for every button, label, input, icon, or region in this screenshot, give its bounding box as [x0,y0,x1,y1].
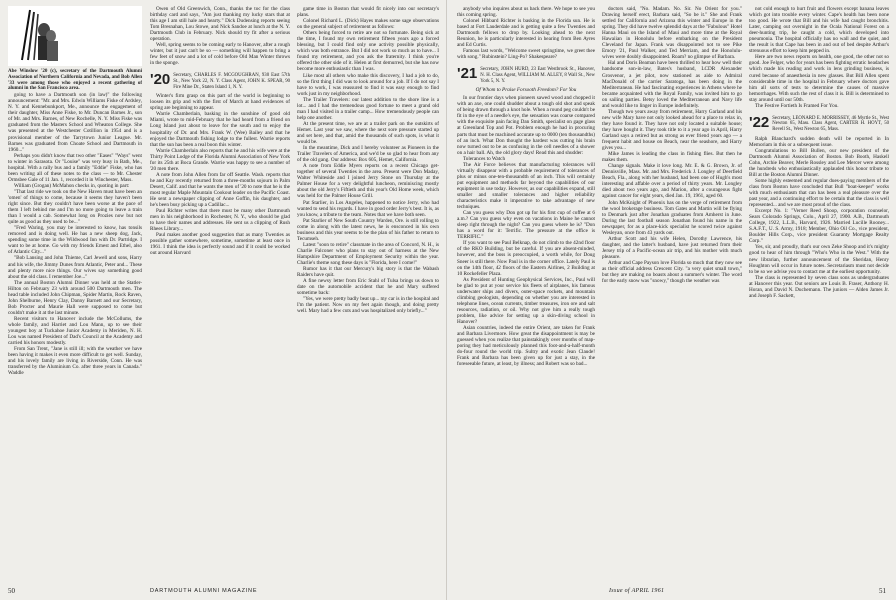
right-column-1 [457,6,595,580]
paragraph: "Fred Waring, you may be interested to know, has tonsils removed and is doing well. He has a new sheep dog, Jack, spending some time in the Wildwood Inn with Dr. Partridge. I want to be at home. Go with my friends Ernest and Ethel, also of Atlantic City..." [8,225,142,256]
paragraph: anybody who inquires about us back there. We hope to see you this coming spring. [457,6,595,19]
column-text-top [749,6,889,109]
paragraph: John McKnight of Phoenix has on the verge of retirement from the wool brokerage business. Tom Gates and Martin will be flying to Denmark just after Jonathan graduates from Amherst in June. During the last football season Jonathan found his name in the newspaper, for as a place-kick specialist he scored twice against Wesleyan, once from 43 yards out. [602,199,742,236]
left-column-3 [297,6,439,580]
paragraph: In the meantime, Dick and I hereby volunteer as Pioneers in the Trailer Travelers of America, and we'd be so glad to hear from any of the old gang. Our address: Box 605, Hemet, California. [297,145,439,164]
paragraph: Hal and Doris Beaman have been thrilled to hear how well their handsome son-in-law, Bates's husband, LCDR Alexander Grosvenor, a jet pilot, now stationed as aide to Admiral MacDonald of the carrier Saratoga, has been doing in the Mediterranean. He had fascinating experiences in Athens where he became acquainted with the Royal Family, was invited him to go on sailing parties. Betsy loved the Mediterranean and Navy life and would like to linger in Europe indefinitely. [602,60,742,109]
paragraph: Tolerances to Watch [463,155,506,162]
paragraph: A fine newsy letter from Eric Stahl of Tulsa brings us down to date on the automobile accident that he and Mary suffered sometime back: [297,278,439,297]
column-text [749,136,889,299]
paragraph: Well, spring seems to be coming early to Hanover, after a rough winter, but it just can't be so — something will happen to bring a few feet of snow and a lot of cold before Old Man Winter throws in the sponge. [150,42,290,67]
paragraph: not cold enough to hurt fruit and flowers except banana leaves which got into trouble every winter. Cape's health has been none too good. He wrote that Bill and his wife had caught bronchitis. Later, camping out overnight in the Ocala National Forest on a deer-hunting trip, he caught a cold, which developed into pneumonia. The hospital officially has no wall and the quiet, and the result is that Cape has been in and out of bed despite Arthur's strenuous effort to keep him pepped in. [749,6,889,55]
paragraph: Can you guess why Don got up for his first cup of coffee at 6 a.m.? Can you guess why even on vacations in Maine he cannot sleep right through the night? Can you guess where he is? "Don has a word for it: Terrific. The pressure at the office is TERRIFIC." [457,210,595,241]
paragraph: Arthur and Cape Payson love Florida so much that they now see as their official address Crescent City. "a very quiet small town," but they are making no boasts about a summer's winter. The word for the early snow was "snowy," though the weather was [602,259,742,285]
paragraph: Like most all others who make this discovery, I had a job to do, so the first thing I did was to look around for a job. If I do not say I have to work, I was reassured to find it was easy enough to find work just in my neighborhood. [297,72,439,97]
column-text-top [457,6,595,60]
paragraph: In our frontier days when pioneers sawed wood and chopped it with an axe, one could shudder about a tough old shot and speak of being drawn through a knot hole. When a round peg couldn't be fit in the eye of a needle's eye, the sensation was coarse compared with the exquisite pain facing Dan Smith, specialist on gage glass at Greenland Top and Pot. Problem enough he had in procuring parts that must be machined accurate up to 0000 (ten thousandths) of an inch. What Don thought the hardest was cutting his brain now turned out to be as confusing in the cell needles of a shower on a hair ball. Ah, the old glory days! Read this and shudder: [457,95,595,156]
paragraph: As President of Hunting Geophysical Services, Inc., Paul will be glad to put at your service his fleets of airplanes, his famous underwater ships and divers, outer-space rockets, and mountain climbing geologists, depending on whether you are interested in telephone lines, ocean currents, timber treasures, iron ore and salt resources, radiation, or oil. Why not give him a really tough problem, like advice for setting up a skin-diving school in Hanover? [457,276,595,325]
paragraph: Arthur Scott and his wife Helen, Dorothy Lawrence, his daughter, and the latter's husband, have just returned from their Jersey trip of a Pacific-ocean air trip, and his mother with much pleasure. [602,235,742,260]
class-year: '20 [150,71,171,89]
paragraph: doctors said, "No. Madam. No. Sir. No Orient for you." Drawing herself erect, Barbara said, "So be it." She and Frank settled for California and Arizona this winter and Europe in the spring. They did have twelve splendid days at the "Fabulous" Hotel Hanna Maui on the Island of Maui and more time at the Royal Hawaiian in Honolulu before embarking on the President Cleveland for Japan. Frank was disappointed not to see Pike Emory '21, Paul Walker, and Ted Merriam, and the Honolulu-wives were doubly disappointed. Roam? no glimpse of Barbara. [602,6,742,61]
paragraph: The Air Force believes that manufacturing tolerances will virtually disappear with a probable requirement of tolerances of plus or minus one-ten-thousandth of an inch. This will certainly put equipment and methods far beyond the capabilities of our equipment in use today. However, as our capabilities expand, still smaller and smaller tolerances and higher reliability characteristics make it imperative to take advantage of new techniques. [457,161,595,211]
paragraph: Recent visitors to Hanover include the McCollums, the whole family, and Harriet and Lou Mann, up to see their youngest boy at Tuckahoe Junior Academy in Meriden, N. H. Lou was named President of Dad's Council at the Academy and carried his honors modestly. [8,315,142,347]
left-column-2 [150,6,290,580]
paragraph: Yes, sir, and proudly, that's our own Zeke Shoop and it's mighty good to hear of him through "Who's Who in the West." With the new librarian, further announcement of the Sheridan, Henry Houghton will occur in future notes. Secretariasm must not decide to be so we advise you to contact me at the earliest opportunity. [749,244,889,275]
paragraph: Paul Richter writes that there must be many other Dartmouth men in his neighborhood in Rochester, N. Y., who should be glad to have their names and addresses. He sent us a clipping of Rush Rhees Library... [150,208,290,233]
section-subhead: Of Whom to Praise Forsooth Freedom? For You [475,87,577,94]
class-year: '22 [749,113,770,131]
column-text [297,6,439,314]
paragraph: A note from John Allen from far off Seattle. Wash. reports that he and Kay recently returned from a three-months sojourn in Palm Desert, Calif. and that he wants the men of '20 to note that he is the most regular Maple Mountain Cookout leader on the Pacific Coast. He sent a newspaper clipping of Anne Goffin, his daughter, and he's been busy picking up a Cadillac... [150,171,290,209]
right-page [449,0,896,600]
page-number: 50 [8,587,15,595]
paragraph: Owen of Old Greenwich, Conn., thanks the toc for the class birthday card and says, "Am just thanking my lucky stars that at this age I am still hale and hearty." Dick Dudensing reports seeing Tom Bresnahan, Lou Stowe, and Nick Sandoe at lunch at the N. Y. Dartmouth Club in February. Nick should try fit after a serious operation. [150,6,290,43]
class-year: '21 [457,65,478,83]
left-page [0,0,447,600]
class-heading-20 [150,72,290,90]
paragraph: Warrie Chamberlain, basking in the sunshine of good old Miami, wrote to mid-February that he had heard from a friend on Long Island just about to leave for the south and to enjoy the hospitality of Dr. and Mrs. Frank W. (Wee) Bailey and that he enjoyed the Dartmouth fishing lodge to the fullest. Warrie reports that the sun has been a real boon this winter. [150,111,290,148]
magazine-footer: DARTMOUTH ALUMNI MAGAZINE [150,588,258,594]
paragraph: Congratulations to Bill Bullen, our new president of the Dartmouth Alumni Association of Boston. Bob Booth, Haskell Cohn, Archie Beaver, Merle Rossley and Lee Mercer were among the hundreds who enthusiastically applauded this honor tribute to Bill at the Boston Alumni Dinner. [749,147,889,178]
page-number: 51 [879,587,886,595]
paragraph: A note from Eddie Myers reports on a recent Chicago get-together of several Twenties in the area. Present were Don Maday, Walter Whiteside and I joined Jerry Stone on Thursday at the Palmer House for a very delightful luncheon, reminiscing mostly about the old Jerry's Fiftieth and this year's Old Home week, which was held for the Palmer House Grill. [297,163,439,200]
paragraph: The Trailer Travelers: our latest addition to the shore line is a lot... and I had the tremendous good fortune to meet a grand old man I had visited in a trailer camp... How tremendously people can help one another. [297,96,439,121]
paragraph: Latest "soon to retire" classmate in the area of Concord, N. H., is Charlie Falconer who plans to stay out of harness at the New Hampshire Department of Employment Security within the year. Charlie's theme song these days is "Florida, here I come!" [297,241,439,266]
column-text [150,93,290,256]
paragraph: Colonel Richard L. (Dick) Hayes makes some sage observations on the general subject of retirement as follows: [297,18,439,31]
paragraph: Warrie Chamberlain also reports that he and his wife were at the Thirty Point Lodge of the Florida Alumni Association of New York for its 25th at Boca Grande. Warrie was happy to see a number of '20 men there. [150,147,290,172]
class-info: Secretary, JOHN HURD, 23 East Westbrook St., Hanover, N. H. Class Agent, WILLIAM M. ALLEY, 8 Wall St., New York 5, N. Y. [480,67,595,84]
column-text [602,6,742,284]
paragraph: going to have a Dartmouth son (in law)" the following announcement: "Mr. and Mrs. Edwin Williams Fiske of Ardsley, N. Y. and Kennebunkport, Me., announce the engagement of their daughter, Miss Anne Fiske, to Mr. Duncan Barnes Jr., son of Mr. and Mrs. Barnes, of New Rochelle, N. Y. Miss Fiske was graduated from the Masters School and Wheaton College. She was presented at the Westchester Cotillion in 1954 and is a provisional member of the Tarrytown Junior League. Mr. Barnes was graduated from Choate School and Dartmouth in 1960..." [8,92,142,153]
paragraph: The annual Boston Alumni Dinner was held at the Statler-Hilton on February 23 with around 500 Dartmouth men. The head table included John Chipman, Spider Martin, Rock Raven, John Shelburne, Henry Clay, Danny Barnett and our Secretary, Bob Procter and Maurie Hall were supposed to come but couldn't make it at the last minute. [8,279,142,316]
paragraph: Winter's firm grasp on this part of the world is beginning to loosen its grip and with the first of March at hand evidences of spring are beginning to appear. [150,93,290,112]
paragraph: Some highly esteemed and regular dues-paying members of the class from Boston have concluded that Bull "boat-keeper" works with much enthusiasm that can has been a real pleasure over the past year, and a continuing effort to be certain that the class is well represented... and we are most proud of the class. [749,177,889,209]
paragraph: Rumor has it that our Mercury's big story is that the Wabash Raiders have quit. [297,266,439,279]
column-text [8,92,142,376]
paragraph: Paul makes another good suggestion that as many Twenties as possible gather somewhere, sometime, sometime at least once in 1961. I think the idea is perfectly sound and if it could be worked out around Harvard [150,232,290,257]
paragraph: At the present time, we are at a trailer park on the outskirts of Hemet. Last year we saw, where the next sore pressure started up and set here, and that, amid the thousands of such spots, is what it would be. [297,120,439,146]
paragraph: Famous last words, "Welcome sweet springtime, we greet thee with song." Rubinstein? Ling-Po? Shakespeare? [457,48,595,61]
paragraph: The Festive Fortieth Is Framed For You. [755,102,839,109]
paragraph: If you want to see Paul Belknap, do not climb to the 42nd floor of the RKO Building, but be careful. If you are absent-minded, however, and the boss is preoccupied, a worth while, for Doug Sneer is still there. Now Paul is in the corner office. Lately Paul is on the 14th floor, 42 floors of the Eastern Airlines, 2 Building at 10 Rockefeller Plaza. [457,240,595,277]
issue-footer: Issue of APRIL 1961 [609,588,665,594]
alumni-photo [8,6,142,66]
paragraph: The class is represented by seven class sons as undergraduates at Hanover this year. Out seniors are Louis B. Fraser, Anthony H. Horan, and David N. Duchemann. The juniors — Alden James Jr. and Joseph F. Sackett, [749,274,889,299]
paragraph: Though two years away from retirement, Harry Garland and his new wife Mary have not only looked ahead for a place to relax in, they have found it. They have not only located a suitable house; they have bought it. They took title to it a year ago in April, Harry Garland says a retired but as strong as ever friend years ago — a frequent habit and house on Beach, near the seashore, and Harry gives you... [602,108,742,152]
paragraph: From San Trent, "Jane is still ill; with the weather we have been having it makes it even more difficult to get well. Sunday, and his lovely family are living in Riverside, Conn. He was transferred by the Aluminium Co. after three years in Canada." Waddle [8,346,142,377]
paragraph: Mike James is leading the class in fishing flies. But then he makes them. [602,151,742,164]
paragraph: Ralph Blanchard's sudden death will be reported in In Memoriam in this or a subsequent issue. [749,135,889,148]
column-text-top [150,6,290,66]
paragraph: Others being forced to retire are not so fortunate. Being sick at the time, I found my own retirement fifteen years ago a forced blessing, but I could find only one activity possible physically, which was both entrance. But I did not work so much as to have... I found my retirement, and you ask the fraternity. I think you're offered the other side of it. Helen at first demurred, but she has now become more enthusiastic than I was. [297,30,439,73]
paragraph: "Bob Lansing and John Thieme, Carl Jewell and sons, Harry and his wife, the Jimmy Dunes from Atlantic, Peter and... These and plenty more nice things. Our wives say something good about the old class. I remember Joe..." [8,255,142,280]
paragraph: game time in Boston that would fit nicely into our secretary's plans. [297,6,439,19]
left-column-1 [8,6,142,580]
paragraph: Here are two news reports on health, one good, the other not so good. Joe Felger, who for years has been fighting erratic headaches which made his reading and work in lens grinding business, is cured because of anaesthesia in new glasses. But Bill Allen spent considerable time in the hospital in February where doctors gave him all sorts of tests to determine the causes of massive hemorrhages. With such the rest of class it is. Bill is determined to stay around until our 50th. [749,54,889,103]
paragraph: William (Grogan) McMahon checks in, quoting in part: [14,182,130,189]
paragraph: "That last ride we took on the New Haven must have been an 'omen' of things to come, because it seems they haven't been right since. But they couldn't have been worse at the pace of them I left behind me and I'm no more going to leave a train than I would a cab. Somewhat long on Prozies now but not quite as good as they used to be..." [8,188,142,226]
right-column-3 [749,6,889,580]
right-column-2 [602,6,742,580]
photo-caption: Abe Winslow '20 (c), secretary of the Dartmouth Alumni Association of Northern California and Nevada, and Bob Allen '33 were among those who enjoyed a recent gathering of alumni in the San Francisco area. [8,69,142,92]
paragraph: "Yes, we were pretty badly beat up... my car is in the hospital and I'm the patient. Now on my feet again though, and doing pretty well. Mary had a few cuts and was hospitalized only briefly..." [297,296,439,315]
paragraph: Pat Starlier of New South Country Warden, Ore. is still rolling to come in along with the latest news, he is ensconced in his own business and this year seems to be the plan of his father to return to Tecumseh. [297,217,439,242]
paragraph: Asian countries, indeed the entire Orient, are taken for Frank and Barbara Livermore. How great the disappointment is may be guessed when you realize that painstakingly over months of map-poring they had meticulously planned this foot-and-a-half-month do-four round the world trip. Sultry and exotic Jean Claude! Frank and Barbara has been given up for just a stay, in the foreseeable future, at least, by illness; and Robert was so bad... [457,325,595,368]
class-heading-22 [749,115,889,133]
skis-photo-icon [16,8,58,62]
paragraph: Excerpt No. 1: "Verner Reed Shoop, corporation counselor, Sears Colorado Springs, Colo., April 27, 1900. A.B., Dartmouth College, 1922, L.L.B., Harvard, 1926. Married Lucille Rooney... S.A.F.T., U. S. Army, 1918; Member, Ohio Oil Co., vice president, Boulder Hills Corp., vice president Guaranty Mortgage Realty Corp." [749,208,889,245]
paragraph: Pat Starlier, in Los Angeles, happened to notice Jerry, who had wanted to send his regards. I have in good order Jerry's best. It is, as you know, a tribute to the team. Notes that we have both seen. [297,199,439,218]
paragraph: Perhaps you didn't know that two other "Eases" "Ways" went to winter in Sarasota. Or "Louise" was very busy in Bath, Me., hospital. With a rally bus and a family "Eddie" Fiske, who has been writing all of these notes to the class — to Mr. Chester Ormsbee Gale of 11 Jan. 1, recorded it in Winchester, Mass. [8,152,142,183]
class-heading-21 [457,66,595,84]
class-info: Secretary, LEONARD E. MORRISSEY, 46 Myrtle St., West Newton 65, Mass. Class Agent, CARTER H. HOYT, 50 Revell St., West Newton 65, Mass. [772,115,889,132]
class-info: Secretary, CHARLES F. MCGOUGHRAN, 930 East 57th St., New York 22, N. Y. Class Agent, JOHN K. SPEAR, 90 Fire Mine Dr., Staten Island 1, N. Y. [173,73,290,90]
paragraph: Change signals. Make it love long. Mr. E. & G. Brown, Jr. of Dennisville, Mass. Mr. and Mrs. Frederick J. Longley of Deerfield Beach, Fla., along with her husband, had been one of Hugh's most interesting and affable over a period of thirty years. Mr. Longley died about two years ago, and Marion, after a courageous fight against cancer for eight years, died Jan. 19, 1961, aged 60. [602,163,742,200]
column-text [457,95,595,367]
paragraph: Colonel Hibbard Richter is basking in the Florida sun. He is based at Fort Lauderdale and is getting quite a few Twenties and Dartmouth fellows to drop by. Looking ahead to the next Reunion, he is particularly interested in hearing from Ben Ayres and Ed Curtis. [457,18,595,49]
